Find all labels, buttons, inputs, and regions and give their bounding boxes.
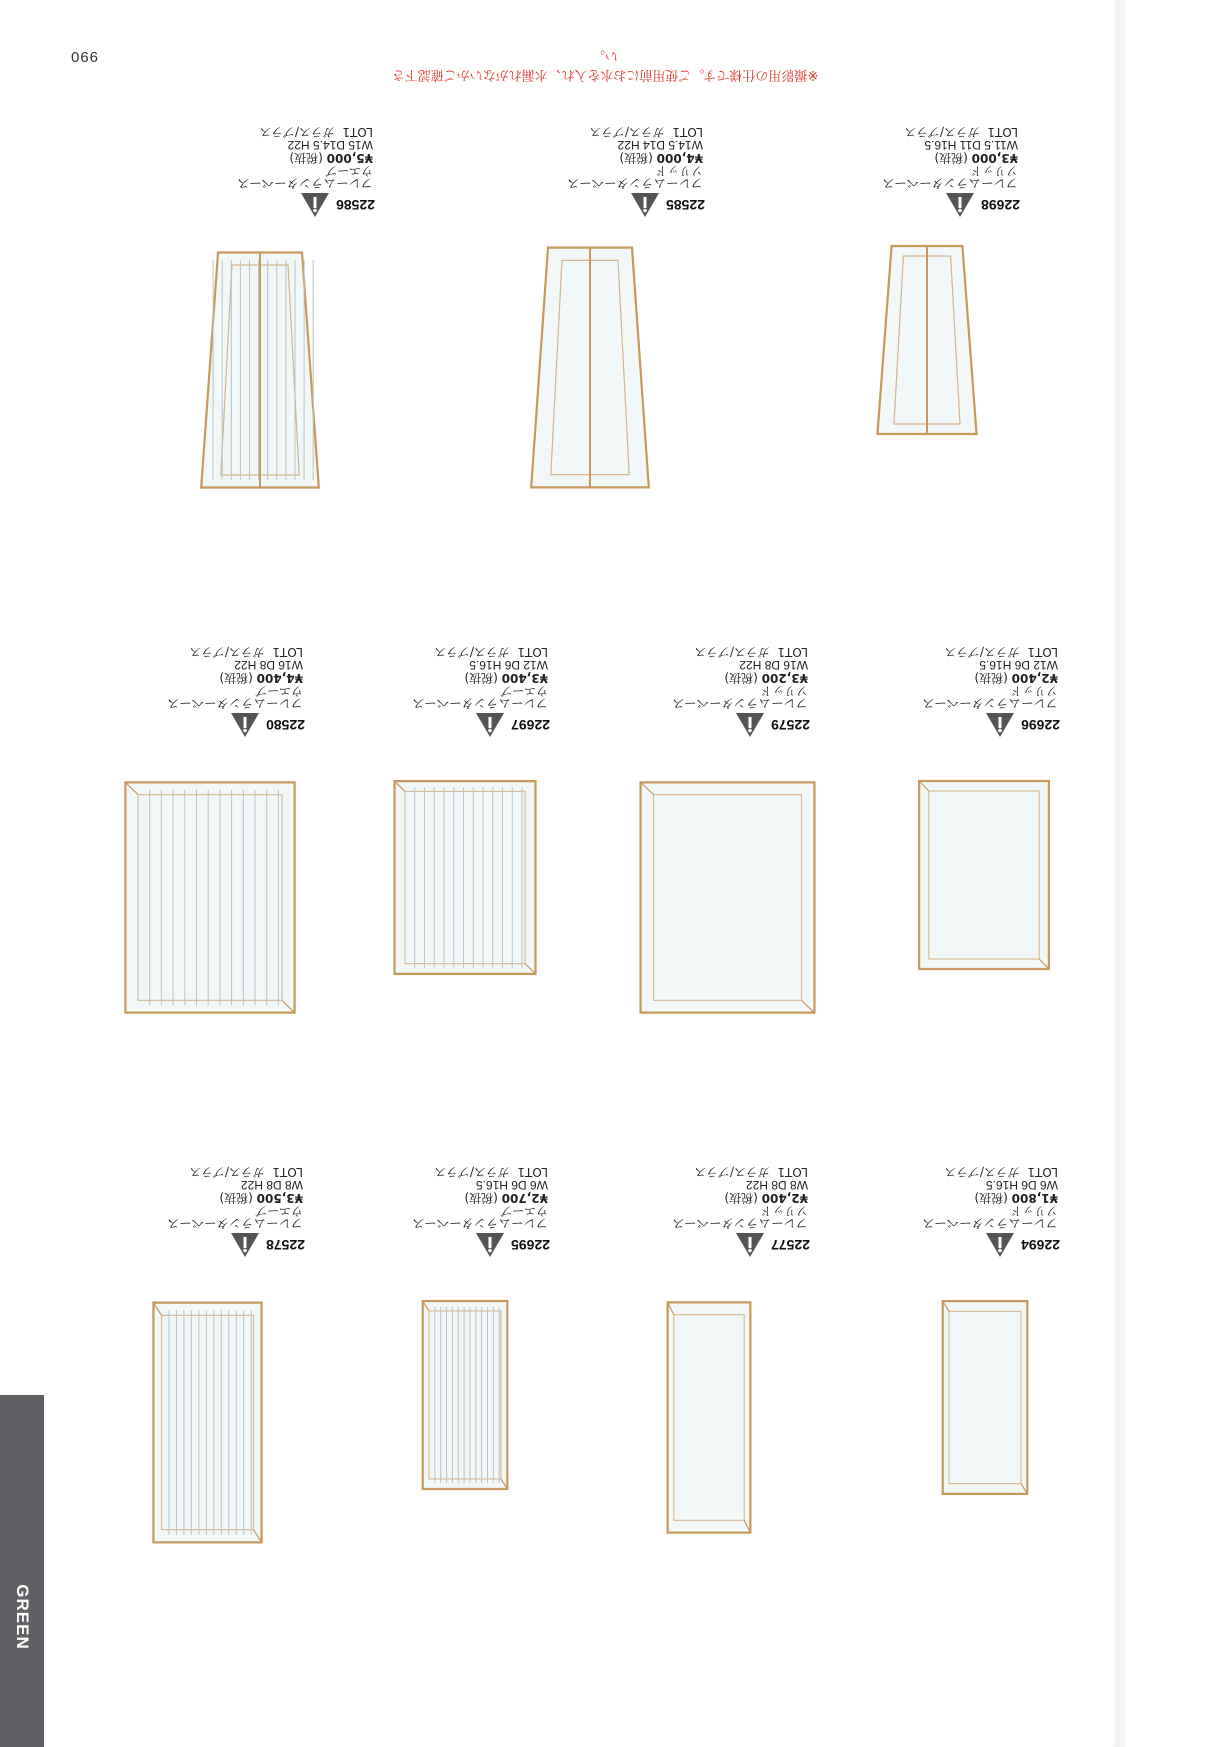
- tax-note: (税抜): [219, 671, 253, 685]
- product-name: フレームランターベース: [922, 1216, 1058, 1231]
- usage-notice: ※撮影用の仕様です。ご使用前にお水を入れ、水漏れがないかご確認下さい。: [391, 48, 819, 82]
- product-size: W16 D8 H22: [739, 658, 808, 672]
- product-size: W16 D8 H22: [234, 658, 303, 672]
- product-header: [810, 1230, 1060, 1260]
- info-icon: [735, 1231, 765, 1259]
- product-variant: ソリッド: [970, 164, 1018, 178]
- product-lot: LOT1: [272, 645, 303, 659]
- product-code: 22585: [666, 197, 705, 214]
- product-material: ガラス/ブラス: [189, 645, 265, 659]
- product-lot: LOT1: [272, 1165, 303, 1179]
- tax-note: (税抜): [724, 1191, 758, 1205]
- product-price: ¥3,400: [501, 671, 548, 685]
- tax-note: (税抜): [289, 151, 323, 165]
- product-material: ガラス/ブラス: [904, 125, 980, 139]
- product-code: 22578: [266, 1237, 305, 1254]
- product-code: 22698: [981, 197, 1020, 214]
- product-header: [770, 190, 1020, 220]
- section-tab-label: GREEN: [13, 1584, 32, 1650]
- product-info: [300, 640, 550, 740]
- product-material: ガラス/ブラス: [944, 645, 1020, 659]
- product-info: [125, 120, 375, 220]
- product-price: ¥1,800: [1011, 1191, 1058, 1205]
- product-material: ガラス/ブラス: [694, 1165, 770, 1179]
- lantern-vase-image: [520, 240, 660, 495]
- info-icon: [630, 191, 660, 219]
- product-lot: LOT1: [777, 1165, 808, 1179]
- product-header: [810, 710, 1060, 740]
- product-info: [770, 120, 1020, 220]
- product-material: ガラス/ブラス: [944, 1165, 1020, 1179]
- product-variant: ソリッド: [655, 164, 703, 178]
- page-number: 990: [70, 48, 99, 65]
- product-name: フレームランターベース: [412, 1216, 548, 1231]
- product-header: [455, 190, 705, 220]
- tax-note: (税抜): [724, 671, 758, 685]
- product-name: フレームランターベース: [167, 696, 303, 711]
- product-header: [55, 1230, 305, 1260]
- product-material: ガラス/ブラス: [589, 125, 665, 139]
- product-material: ガラス/ブラス: [259, 125, 335, 139]
- lantern-vase-image: [915, 775, 1053, 975]
- product-lot: LOT1: [777, 645, 808, 659]
- product-variant: ソリッド: [1010, 1204, 1058, 1218]
- product-info: [55, 640, 305, 740]
- product-name: フレームランターベース: [672, 1216, 808, 1231]
- product-price: ¥3,500: [256, 1191, 303, 1205]
- product-code: 22579: [771, 717, 810, 734]
- info-icon: [735, 711, 765, 739]
- product-variant: ウエーブ: [500, 1204, 548, 1218]
- product-lot: LOT1: [517, 1165, 548, 1179]
- lantern-vase-image: [150, 1295, 265, 1550]
- product-lot: LOT1: [517, 645, 548, 659]
- product-price: ¥2,400: [761, 1191, 808, 1205]
- product-header: [560, 1230, 810, 1260]
- product-price: ¥4,400: [256, 671, 303, 685]
- product-variant: ソリッド: [760, 1204, 808, 1218]
- product-name: フレームランターベース: [412, 696, 548, 711]
- product-size: W12 D6 H16.5: [979, 658, 1058, 672]
- info-icon: [985, 711, 1015, 739]
- product-info: [560, 640, 810, 740]
- product-name: フレームランターベース: [922, 696, 1058, 711]
- page-edge: [1112, 0, 1126, 1747]
- section-tab: [0, 1395, 44, 1747]
- product-info: [810, 640, 1060, 740]
- product-size: W6 D6 H16.5: [475, 1178, 548, 1192]
- product-info: [55, 1160, 305, 1260]
- product-name: フレームランターベース: [237, 176, 373, 191]
- product-name: フレームランターベース: [672, 696, 808, 711]
- product-size: W15 D14.5 H22: [287, 138, 373, 152]
- product-price: ¥2,700: [501, 1191, 548, 1205]
- product-name: フレームランターベース: [167, 1216, 303, 1231]
- info-icon: [475, 711, 505, 739]
- product-name: フレームランターベース: [882, 176, 1018, 191]
- product-code: 22697: [511, 717, 550, 734]
- product-code: 22695: [511, 1237, 550, 1254]
- product-lot: LOT1: [987, 125, 1018, 139]
- product-info: [810, 1160, 1060, 1260]
- product-size: W14.5 D14 H22: [617, 138, 703, 152]
- product-price: ¥5,000: [326, 151, 373, 165]
- product-code: 22696: [1021, 717, 1060, 734]
- product-variant: ウエーブ: [255, 1204, 303, 1218]
- product-lot: LOT1: [1027, 645, 1058, 659]
- lantern-vase-image: [665, 1295, 753, 1540]
- info-icon: [985, 1231, 1015, 1259]
- lantern-vase-image: [120, 775, 300, 1020]
- product-variant: ウエーブ: [255, 684, 303, 698]
- product-header: [300, 710, 550, 740]
- lantern-vase-image: [190, 245, 330, 495]
- tax-note: (税抜): [464, 1191, 498, 1205]
- product-material: ガラス/ブラス: [434, 645, 510, 659]
- product-size: W6 D6 H16.5: [985, 1178, 1058, 1192]
- info-icon: [230, 1231, 260, 1259]
- product-price: ¥3,000: [971, 151, 1018, 165]
- tax-note: (税抜): [464, 671, 498, 685]
- product-header: [125, 190, 375, 220]
- product-size: W11.5 D11 H16.5: [924, 138, 1018, 152]
- product-variant: ウエーブ: [500, 684, 548, 698]
- lantern-vase-image: [868, 240, 986, 440]
- info-icon: [945, 191, 975, 219]
- product-variant: ソリッド: [1010, 684, 1058, 698]
- tax-note: (税抜): [619, 151, 653, 165]
- lantern-vase-image: [635, 775, 820, 1020]
- product-price: ¥4,000: [656, 151, 703, 165]
- product-header: [300, 1230, 550, 1260]
- product-size: W8 D8 H22: [240, 1178, 303, 1192]
- product-info: [560, 1160, 810, 1260]
- product-lot: LOT1: [1027, 1165, 1058, 1179]
- product-variant: ウエーブ: [325, 164, 373, 178]
- product-info: [300, 1160, 550, 1260]
- tax-note: (税抜): [974, 1191, 1008, 1205]
- lantern-vase-image: [420, 1295, 510, 1495]
- product-code: 22694: [1021, 1237, 1060, 1254]
- tax-note: (税抜): [219, 1191, 253, 1205]
- product-header: [560, 710, 810, 740]
- lantern-vase-image: [390, 775, 540, 980]
- product-lot: LOT1: [672, 125, 703, 139]
- product-price: ¥3,200: [761, 671, 808, 685]
- product-price: ¥2,400: [1011, 671, 1058, 685]
- product-name: フレームランターベース: [567, 176, 703, 191]
- info-icon: [230, 711, 260, 739]
- info-icon: [300, 191, 330, 219]
- product-code: 22577: [771, 1237, 810, 1254]
- tax-note: (税抜): [934, 151, 968, 165]
- product-material: ガラス/ブラス: [694, 645, 770, 659]
- product-lot: LOT1: [342, 125, 373, 139]
- product-material: ガラス/ブラス: [434, 1165, 510, 1179]
- product-size: W8 D8 H22: [745, 1178, 808, 1192]
- info-icon: [475, 1231, 505, 1259]
- product-code: 22580: [266, 717, 305, 734]
- product-info: [455, 120, 705, 220]
- product-code: 22586: [336, 197, 375, 214]
- tax-note: (税抜): [974, 671, 1008, 685]
- product-variant: ソリッド: [760, 684, 808, 698]
- product-size: W12 D6 H16.5: [469, 658, 548, 672]
- product-material: ガラス/ブラス: [189, 1165, 265, 1179]
- product-header: [55, 710, 305, 740]
- lantern-vase-image: [940, 1295, 1030, 1500]
